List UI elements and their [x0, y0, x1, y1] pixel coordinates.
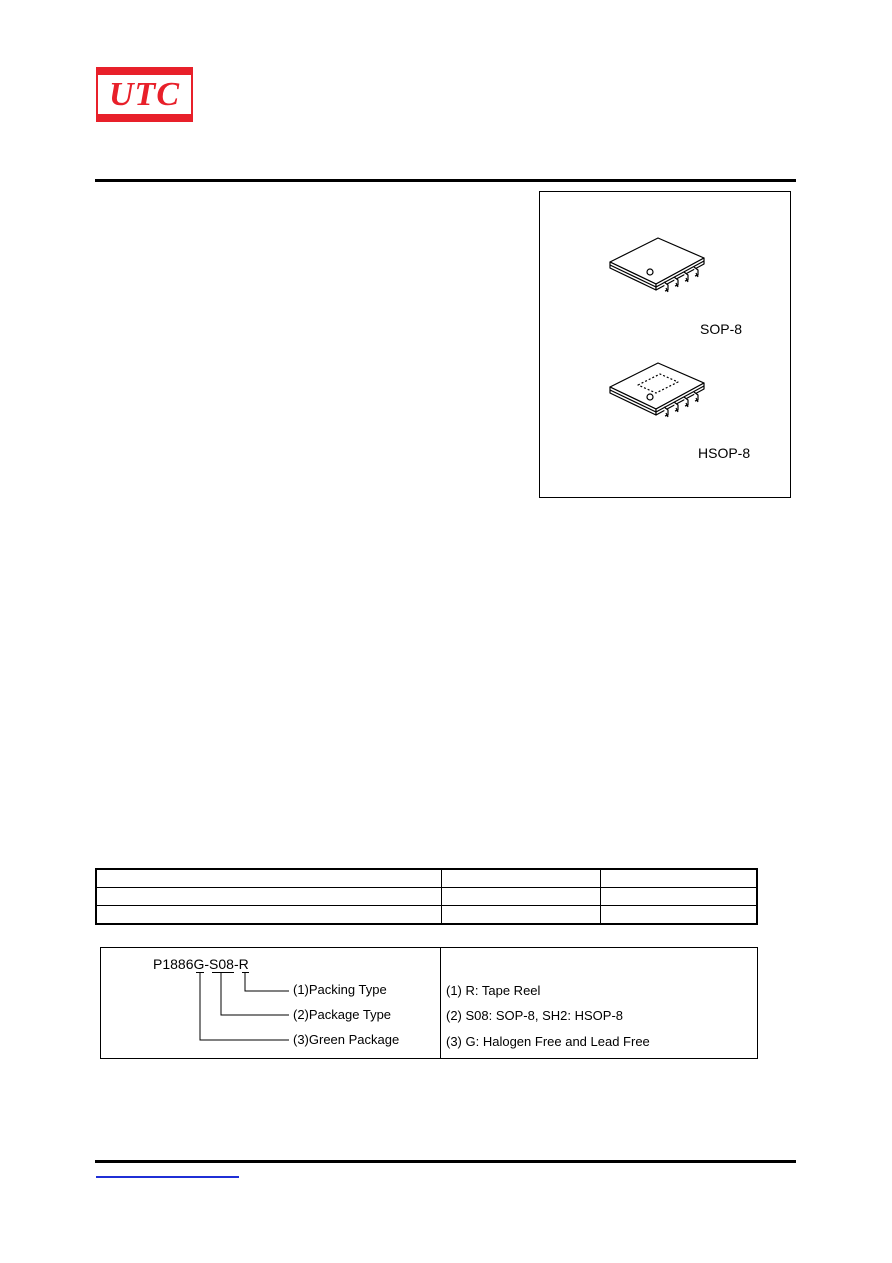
ordering-table	[95, 868, 758, 925]
table-cell	[442, 869, 601, 888]
table-cell	[96, 906, 442, 925]
table-cell	[601, 906, 758, 925]
table-cell	[601, 888, 758, 906]
package-type-label: (2)Package Type	[293, 1007, 392, 1022]
table-row	[96, 906, 757, 925]
part-number-code-box	[100, 947, 758, 1059]
sop8-chip-icon	[604, 234, 714, 296]
hsop8-chip-icon	[604, 359, 714, 421]
header-rule	[95, 179, 796, 182]
sop8-label: SOP-8	[700, 321, 743, 337]
part-number: P1886G-S08-R	[153, 956, 249, 972]
footer-rule	[95, 1160, 796, 1163]
table-row	[96, 869, 757, 888]
package-type-description: (2) S08: SOP-8, SH2: HSOP-8	[446, 1008, 624, 1023]
logo-inner	[98, 75, 191, 114]
logo-text: UTC	[109, 76, 180, 113]
table-cell	[442, 906, 601, 925]
table-cell	[96, 869, 442, 888]
table-cell	[601, 869, 758, 888]
packing-type-label: (1)Packing Type	[293, 982, 387, 997]
table-cell	[442, 888, 601, 906]
table-cell	[96, 888, 442, 906]
hsop8-label: HSOP-8	[698, 445, 751, 461]
green-package-label: (3)Green Package	[293, 1032, 400, 1047]
code-box-divider	[440, 948, 441, 1058]
packing-type-description: (1) R: Tape Reel	[446, 983, 541, 998]
utc-logo	[96, 67, 193, 122]
package-box	[539, 191, 791, 498]
table-row	[96, 888, 757, 906]
green-package-description: (3) G: Halogen Free and Lead Free	[446, 1034, 650, 1049]
footer-website-link[interactable]	[96, 1176, 239, 1178]
